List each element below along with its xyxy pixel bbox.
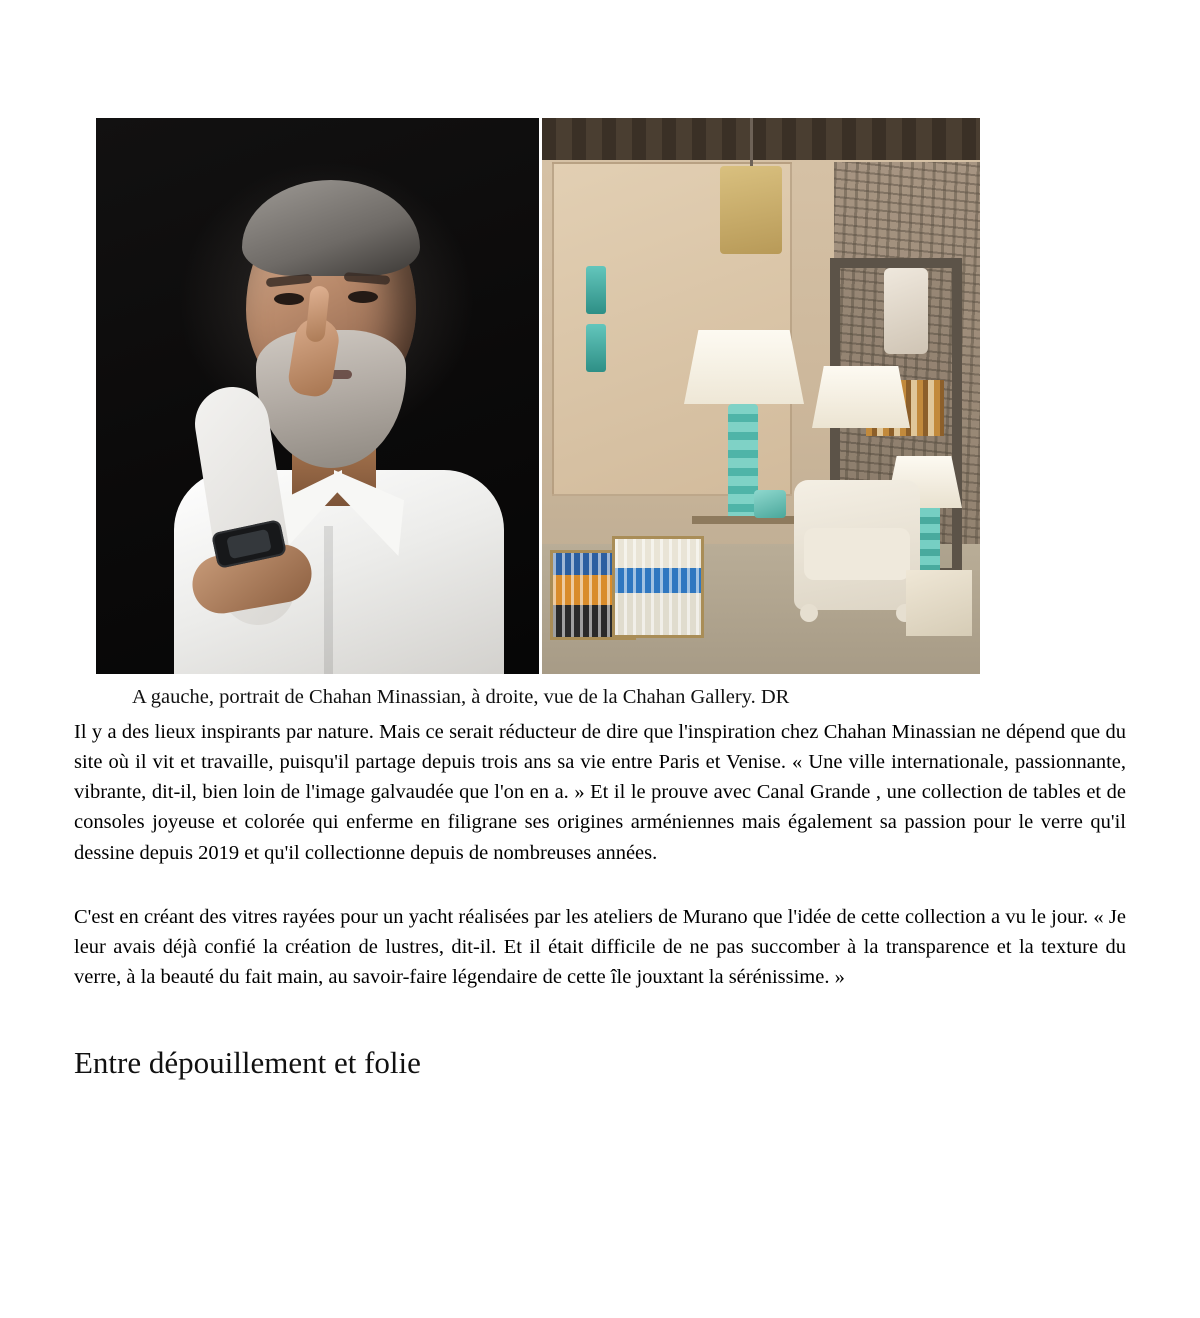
- gallery-photo: [542, 118, 980, 674]
- portrait-eye-left: [274, 293, 304, 305]
- interior-glass-object: [754, 490, 786, 518]
- interior-coffee-table-right: [612, 536, 704, 638]
- interior-coffee-tables: [550, 536, 700, 646]
- interior-floor-lamp-shade: [684, 330, 804, 404]
- body-paragraph-2: C'est en créant des vitres rayées pour un yacht réalisées par les ateliers de Murano que l'idée de cette collection a vu le jour. « Je leur avais déjà confié la création de lustres, dit-il. Et il était difficile de ne pas succomber à la transparence et la texture du verre, à la beauté du fait main, au savoir-faire légendaire de cette île jouxtant la sérénissime. »: [74, 905, 1126, 988]
- figure-image-row: [96, 118, 980, 674]
- interior-vase: [884, 268, 928, 354]
- section-title: Entre dépouillement et folie: [74, 1045, 421, 1081]
- interior-armchair-legs: [800, 604, 914, 622]
- interior-table-stripes-right: [615, 539, 701, 635]
- interior-side-table: [906, 570, 972, 636]
- interior-armchair: [794, 480, 920, 610]
- article-figure: [96, 118, 980, 711]
- body-paragraph-1: Il y a des lieux inspirants par nature. Mais ce serait réducteur de dire que l'inspiration chez Chahan Minassian ne dépend que du site où il vit et travaille, puisqu'il partage depuis trois ans sa vie entre Paris et Venise. « Une ville internationale, passionnante, vibrante, dit-il, bien loin de l'image galvaudée que l'on en a. » Et il le prouve avec Canal Grande , une collection de tables et de consoles joyeuse et colorée qui enferme en filigrane ses origines arméniennes mais également sa passion pour le verre qu'il dessine depuis 2019 et qu'il collectionne depuis de nombreuses années.: [74, 721, 1126, 864]
- interior-glass-sconce-lower: [586, 324, 606, 372]
- figure-caption: A gauche, portrait de Chahan Minassian, à droite, vue de la Chahan Gallery. DR: [132, 686, 790, 708]
- interior-table-lamp-shade: [812, 366, 910, 428]
- portrait-shirt-placket: [324, 526, 333, 674]
- interior-pendant-lamp: [720, 166, 782, 254]
- portrait-photo: [96, 118, 539, 674]
- interior-pendant-cord: [750, 118, 753, 168]
- interior-glass-sconce-upper: [586, 266, 606, 314]
- interior-wood-ceiling: [542, 118, 980, 160]
- article-content: [74, 0, 1126, 1081]
- portrait-eye-right: [348, 291, 378, 303]
